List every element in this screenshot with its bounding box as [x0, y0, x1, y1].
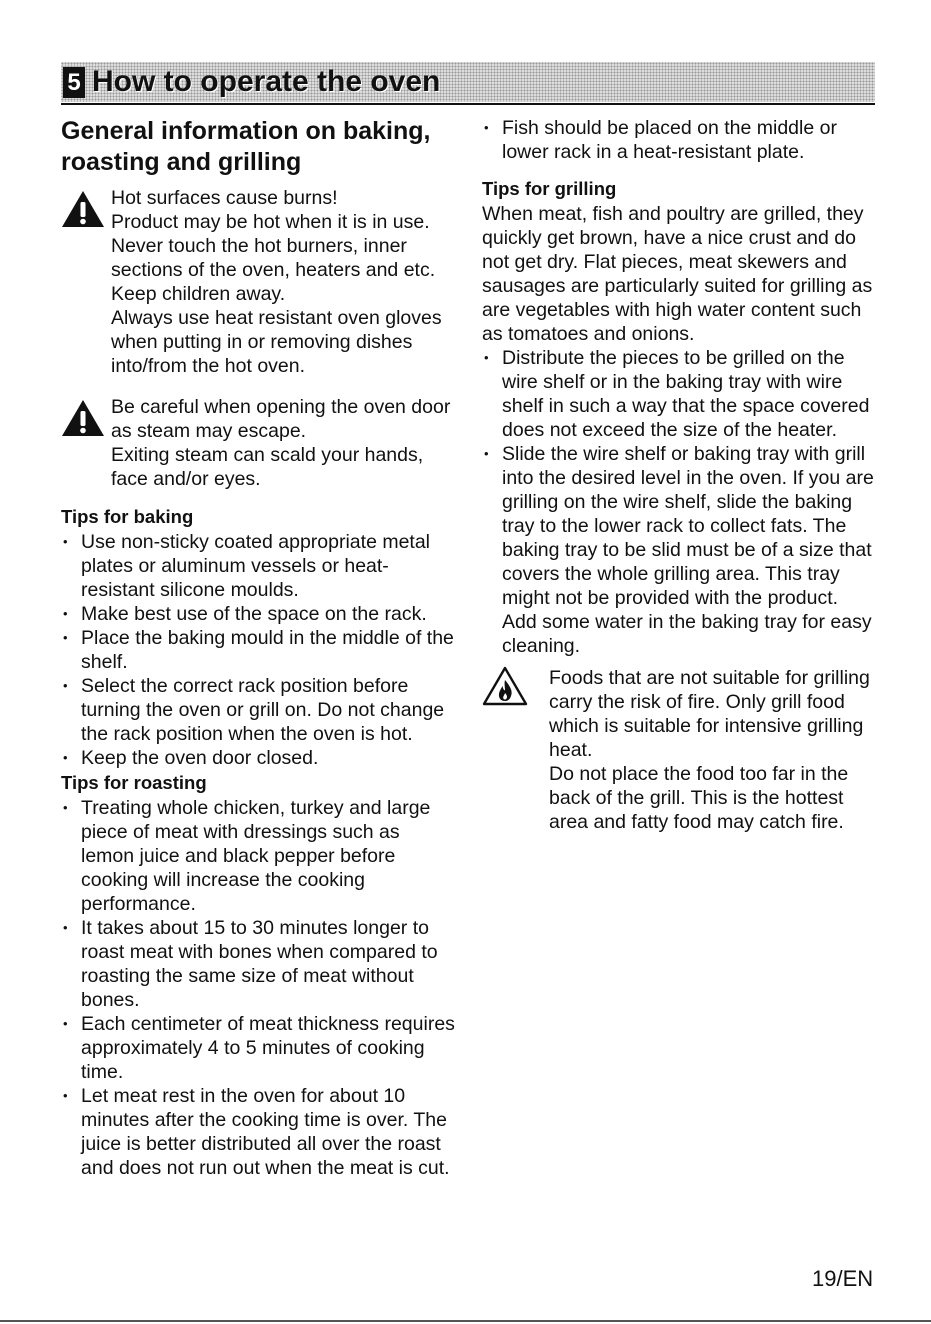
warning-text: Always use heat resistant oven gloves when putting in or removing dishes into/from the hot oven.: [111, 307, 442, 377]
section-number-badge: 5: [63, 67, 85, 98]
fire-warning-icon: [482, 666, 528, 712]
grilling-tips-list: [482, 346, 877, 658]
burn-warning: [61, 186, 456, 378]
baking-tips-list: [61, 530, 456, 770]
roasting-tips-list-continued: [482, 116, 877, 164]
warning-text: Foods that are not suitable for grilling carry the risk of fire. Only grill food which is suitable for intensive grilling heat.: [549, 667, 870, 761]
page-number: 19/EN: [812, 1266, 874, 1291]
header-divider: [61, 103, 875, 105]
warning-text: Do not place the food too far in the back of the grill. This is the hottest area and fatty food may catch fire.: [549, 763, 849, 833]
list-item: • Keep the oven door closed.: [61, 746, 456, 770]
list-item: • Select the correct rack position before turning the oven or grill on. Do not change the rack position when the oven is hot.: [61, 674, 456, 746]
bottom-divider: [0, 1320, 931, 1322]
warning-text: Be careful when opening the oven door as steam may escape.: [111, 396, 451, 442]
warning-triangle-icon: [61, 190, 105, 234]
tips-baking-heading: Tips for baking: [61, 506, 194, 527]
left-column: [61, 116, 456, 1180]
main-heading: General information on baking, roasting and grilling: [61, 117, 431, 176]
roasting-tips-list: [61, 796, 456, 1180]
steam-warning: [61, 395, 456, 491]
warning-text: Hot surfaces cause burns!: [111, 187, 338, 209]
list-item: • Distribute the pieces to be grilled on the wire shelf or in the baking tray with wire shelf in such a way that the space covered does not exceed the size of the heater.: [482, 346, 877, 442]
tips-grilling-heading: Tips for grilling: [482, 178, 617, 199]
list-item: • Each centimeter of meat thickness requires approximately 4 to 5 minutes of cooking time.: [61, 1012, 456, 1084]
warning-text: Exiting steam can scald your hands, face and/or eyes.: [111, 444, 424, 490]
list-item: • It takes about 15 to 30 minutes longer to roast meat with bones when compared to roasting the same size of meat without bones.: [61, 916, 456, 1012]
tips-roasting-heading: Tips for roasting: [61, 772, 207, 793]
warning-triangle-icon: [61, 399, 105, 443]
right-column: [482, 116, 877, 834]
list-item: • Slide the wire shelf or baking tray with grill into the desired level in the oven. If you are grilling on the wire shelf, slide the baking tray to the lower rack to collect fats. The baking tray to be slid must be of a size that covers the whole grilling area. This tray might not be provided with the product. Add some water in the baking tray for easy cleaning.: [482, 442, 877, 658]
fire-warning: [482, 666, 877, 834]
section-title: How to operate the oven: [92, 65, 441, 98]
list-item: • Make best use of the space on the rack.: [61, 602, 456, 626]
list-item: • Treating whole chicken, turkey and large piece of meat with dressings such as lemon juice and black pepper before cooking will increase the cooking performance.: [61, 796, 456, 916]
list-item: • Use non-sticky coated appropriate metal plates or aluminum vessels or heat-resistant silicone moulds.: [61, 530, 456, 602]
list-item: • Fish should be placed on the middle or lower rack in a heat-resistant plate.: [482, 116, 877, 164]
list-item: • Let meat rest in the oven for about 10 minutes after the cooking time is over. The juice is better distributed all over the roast and does not run out when the meat is cut.: [61, 1084, 456, 1180]
grilling-intro: When meat, fish and poultry are grilled, they quickly get brown, have a nice crust and do not get dry. Flat pieces, meat skewers and sausages are particularly suited for grilling as are vegetables with high water content such as tomatoes and onions.: [482, 203, 873, 345]
warning-text: Product may be hot when it is in use. Never touch the hot burners, inner sections of the oven, heaters and etc. Keep children away.: [111, 211, 436, 305]
list-item: • Place the baking mould in the middle of the shelf.: [61, 626, 456, 674]
